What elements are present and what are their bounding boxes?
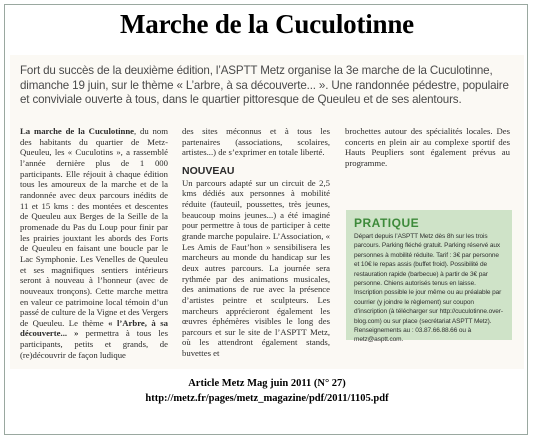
column-2-paragraph-a: des sites méconnus et à tous les partenaires (associations, scolaires, artistes...) de s’exprimer en totale liberté. <box>182 126 330 158</box>
article-lead: Fort du succès de la deuxième édition, l’ASPTT Metz organise la 3e marche de la Cuculotinne, dimanche 19 juin, sur le thème « L’arbre, à sa découverte... ». Une randonnée pédestre, populaire et conviviale ouverte à tous, dans le quartier pittoresque de Queuleu et de ses alentours. <box>20 64 509 107</box>
source-url: http://metz.fr/pages/metz_magazine/pdf/2011/1105.pdf <box>145 393 389 404</box>
article-column-3 <box>345 126 510 169</box>
article-clipping <box>10 55 524 369</box>
article-column-2 <box>182 126 330 359</box>
intro-bold: La marche de la Cuculotinne <box>20 126 135 136</box>
pratique-title: PRATIQUE <box>354 216 420 230</box>
nouveau-heading: NOUVEAU <box>182 164 235 177</box>
source-caption: Article Metz Mag juin 2011 (N° 27) <box>188 378 346 389</box>
column-1-paragraph <box>20 126 168 360</box>
page-title: Marche de la Cuculotinne <box>120 9 414 39</box>
column-2-paragraph-b: Un parcours adapté sur un circuit de 2,5 kms dédiés aux personnes à mobilité réduite (fauteuil, poussettes, très jeunes, beaucoup moins jeunes...) a été imaginé pour permettre à tous de participer à cette grande marche populaire. L’Association, « Les Amis de Faut’hon » sensibilisera les marcheurs au monde du handicap sur les deux autres parcours. La journée sera rythmée par des animations musicales, des animations de rue avec la présence d’artistes peintre et sculpteurs. Les marcheurs apprécieront également les œuvres éphémères visibles le long des parcours et sur le site de l’ASPTT Metz, où les attendront également stands, buvettes et <box>182 177 330 359</box>
column-1-text-a: , du nom des habitants du quartier de Metz-Queuleu, les « Cuculotins », a rassemblé l’année dernière plus de 1 000 participants. Elle réjouit à chaque édition tous les amoureux de la marche et de la randonnée avec deux parcours inédits de 11 et 15 kms : des montées et descentes de Queuleu aux Berges de la Seille de la promenade du Pas du Loup pour finir par les prairies jouxtant les abords des Forts de Queuleu en faisant une boucle par le Lac Symphonie. Les Venelles de Queuleu et ses magnifiques sentiers intérieurs seront à nouveau à l’honneur (avec de nouveaux tronçons). Cette marche mettra en valeur ce patrimoine local témoin d’un passé de culture de la Vigne et des Vergers de Queuleu. Le thème <box>20 126 168 328</box>
pratique-body: Départ depuis l’ASPTT Metz dès 8h sur les trois parcours. Parking fléché gratuit. Parking réservé aux personnes à mobilité réduite. Tarif : 3€ par personne et 10€ le repas assis (buffet froid). Possibilité de restauration rapide (barbecue) à partir de 3€ par personne. Chiens autorisés tenus en laisse. Inscription possible le jour même ou au préalable par courrier (y joindre le règlement) sur coupon d’inscription (à télécharger sur http://cuculotinne.over-blog.com) ou sur place (secrétariat ASPTT Metz). Renseignements au : 03.87.66.88.66 ou à metz@asptt.com. <box>354 233 503 344</box>
theme-bold: « l’Arbre, à sa découverte... » <box>20 317 168 339</box>
pratique-box <box>346 210 512 344</box>
column-1-text-b: permettra à tous les participants, petits et grands, de (re)découvrir de façon ludique <box>20 328 168 360</box>
column-3-paragraph: brochettes autour des spécialités locales. Des concerts en plein air au complexe sportif des Hauts Peupliers sont également prévus au programme. <box>345 126 510 168</box>
article-column-1 <box>20 126 168 360</box>
